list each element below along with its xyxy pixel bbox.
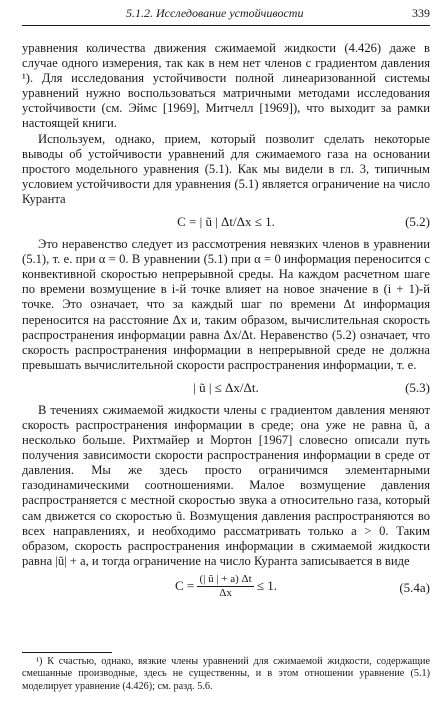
equation-5-4a-fraction (197, 573, 253, 600)
equation-5-4a-number: (5.4a) (399, 579, 430, 595)
equation-5-2 (22, 207, 430, 237)
header-rule (22, 25, 430, 26)
equation-5-3 (22, 373, 430, 403)
equation-5-2-number: (5.2) (405, 214, 430, 230)
equation-5-2-formula: C = | ũ | Δt/Δx ≤ 1. (177, 214, 275, 230)
paragraph-4: В течениях сжимаемой жидкости члены с градиентом давления меняют скорость распространения информации в среде; она уже не равна ũ, а несколько больше. Рихтмайер и Мортон [1967] словесно описали путь получения зависимости скорости распространения информации в среде от давления. Мы же здесь просто ограничимся элементарными газодинамическими соотношениями. Малое возмущение давления распространяется с местной скоростью звука a относительно газа, который сам движется со скоростью ũ. Возмущения давления распространяются во всех направлениях, и необходимо рассматривать только a > 0. Таким образом, скорость распространения информации в сжимаемой жидкости равна |ũ| + a, и тогда ограничение на число Куранта записывается в виде (22, 402, 430, 568)
footnote-rule (22, 652, 112, 653)
paragraph-2: Используем, однако, прием, который позволит сделать некоторые выводы об устойчивости уравнений для сжимаемого газа на основании простого модельного уравнения (5.1). Как мы видели в гл. 3, типичным условием устойчивости для уравнения (5.1) является ограничение на число Куранта (22, 131, 430, 206)
running-header (22, 6, 430, 24)
equation-5-4a (22, 569, 430, 607)
equation-5-3-formula: | ũ | ≤ Δx/Δt. (193, 379, 259, 395)
main-text (22, 41, 430, 607)
equation-5-4a-rhs: ≤ 1. (256, 578, 278, 594)
equation-5-4a-lhs: C = (174, 578, 195, 594)
footnote (22, 656, 430, 693)
section-title: 5.1.2. Исследование устойчивости (126, 6, 304, 20)
equation-5-3-number: (5.3) (405, 379, 430, 395)
paragraph-1: уравнения количества движения сжимаемой жидкости (4.426) даже в случае одного измерения, так как в нем нет членов с градиентом давления ¹). Для исследования устойчивости полной линеаризованной системы уравнений нужно воспользоваться матричными методами исследования устойчивости (см. Эймс [1969], Митчелл [1969]), что выходит за рамки настоящей книги. (22, 41, 430, 131)
equation-5-4a-denominator: Δx (219, 586, 232, 599)
page-number: 339 (412, 6, 430, 20)
equation-5-4a-formula (22, 573, 430, 600)
equation-5-4a-numerator: (| ũ | + a) Δt (199, 572, 252, 585)
footnote-text: ¹) К счастью, однако, вязкие члены уравнений для сжимаемой жидкости, содержащие смешанные производные, здесь не существенны, и в этом отношении уравнение (5.1) моделирует уравнение (4.426); см. разд. 5.6. (22, 656, 430, 692)
paragraph-3: Это неравенство следует из рассмотрения невязких членов в уравнении (5.1), т. е. при α = 0. В уравнении (5.1) при α = 0 информация переносится с конвективной скоростью непрерывной среды. На каждом расчетном шаге по времени возмущение в i-й точке влияет на новое значение в (i + 1)-й точке. Это означает, что за каждый шаг по времени Δt информация переносится на расстояние Δx и, таким образом, вычислительная скорость распространения информации равна Δx/Δt. Неравенство (5.2) означает, что скорость распространения информации в непрерывной среде не должна превышать вычислительной скорости распространения информации, т. е. (22, 237, 430, 372)
